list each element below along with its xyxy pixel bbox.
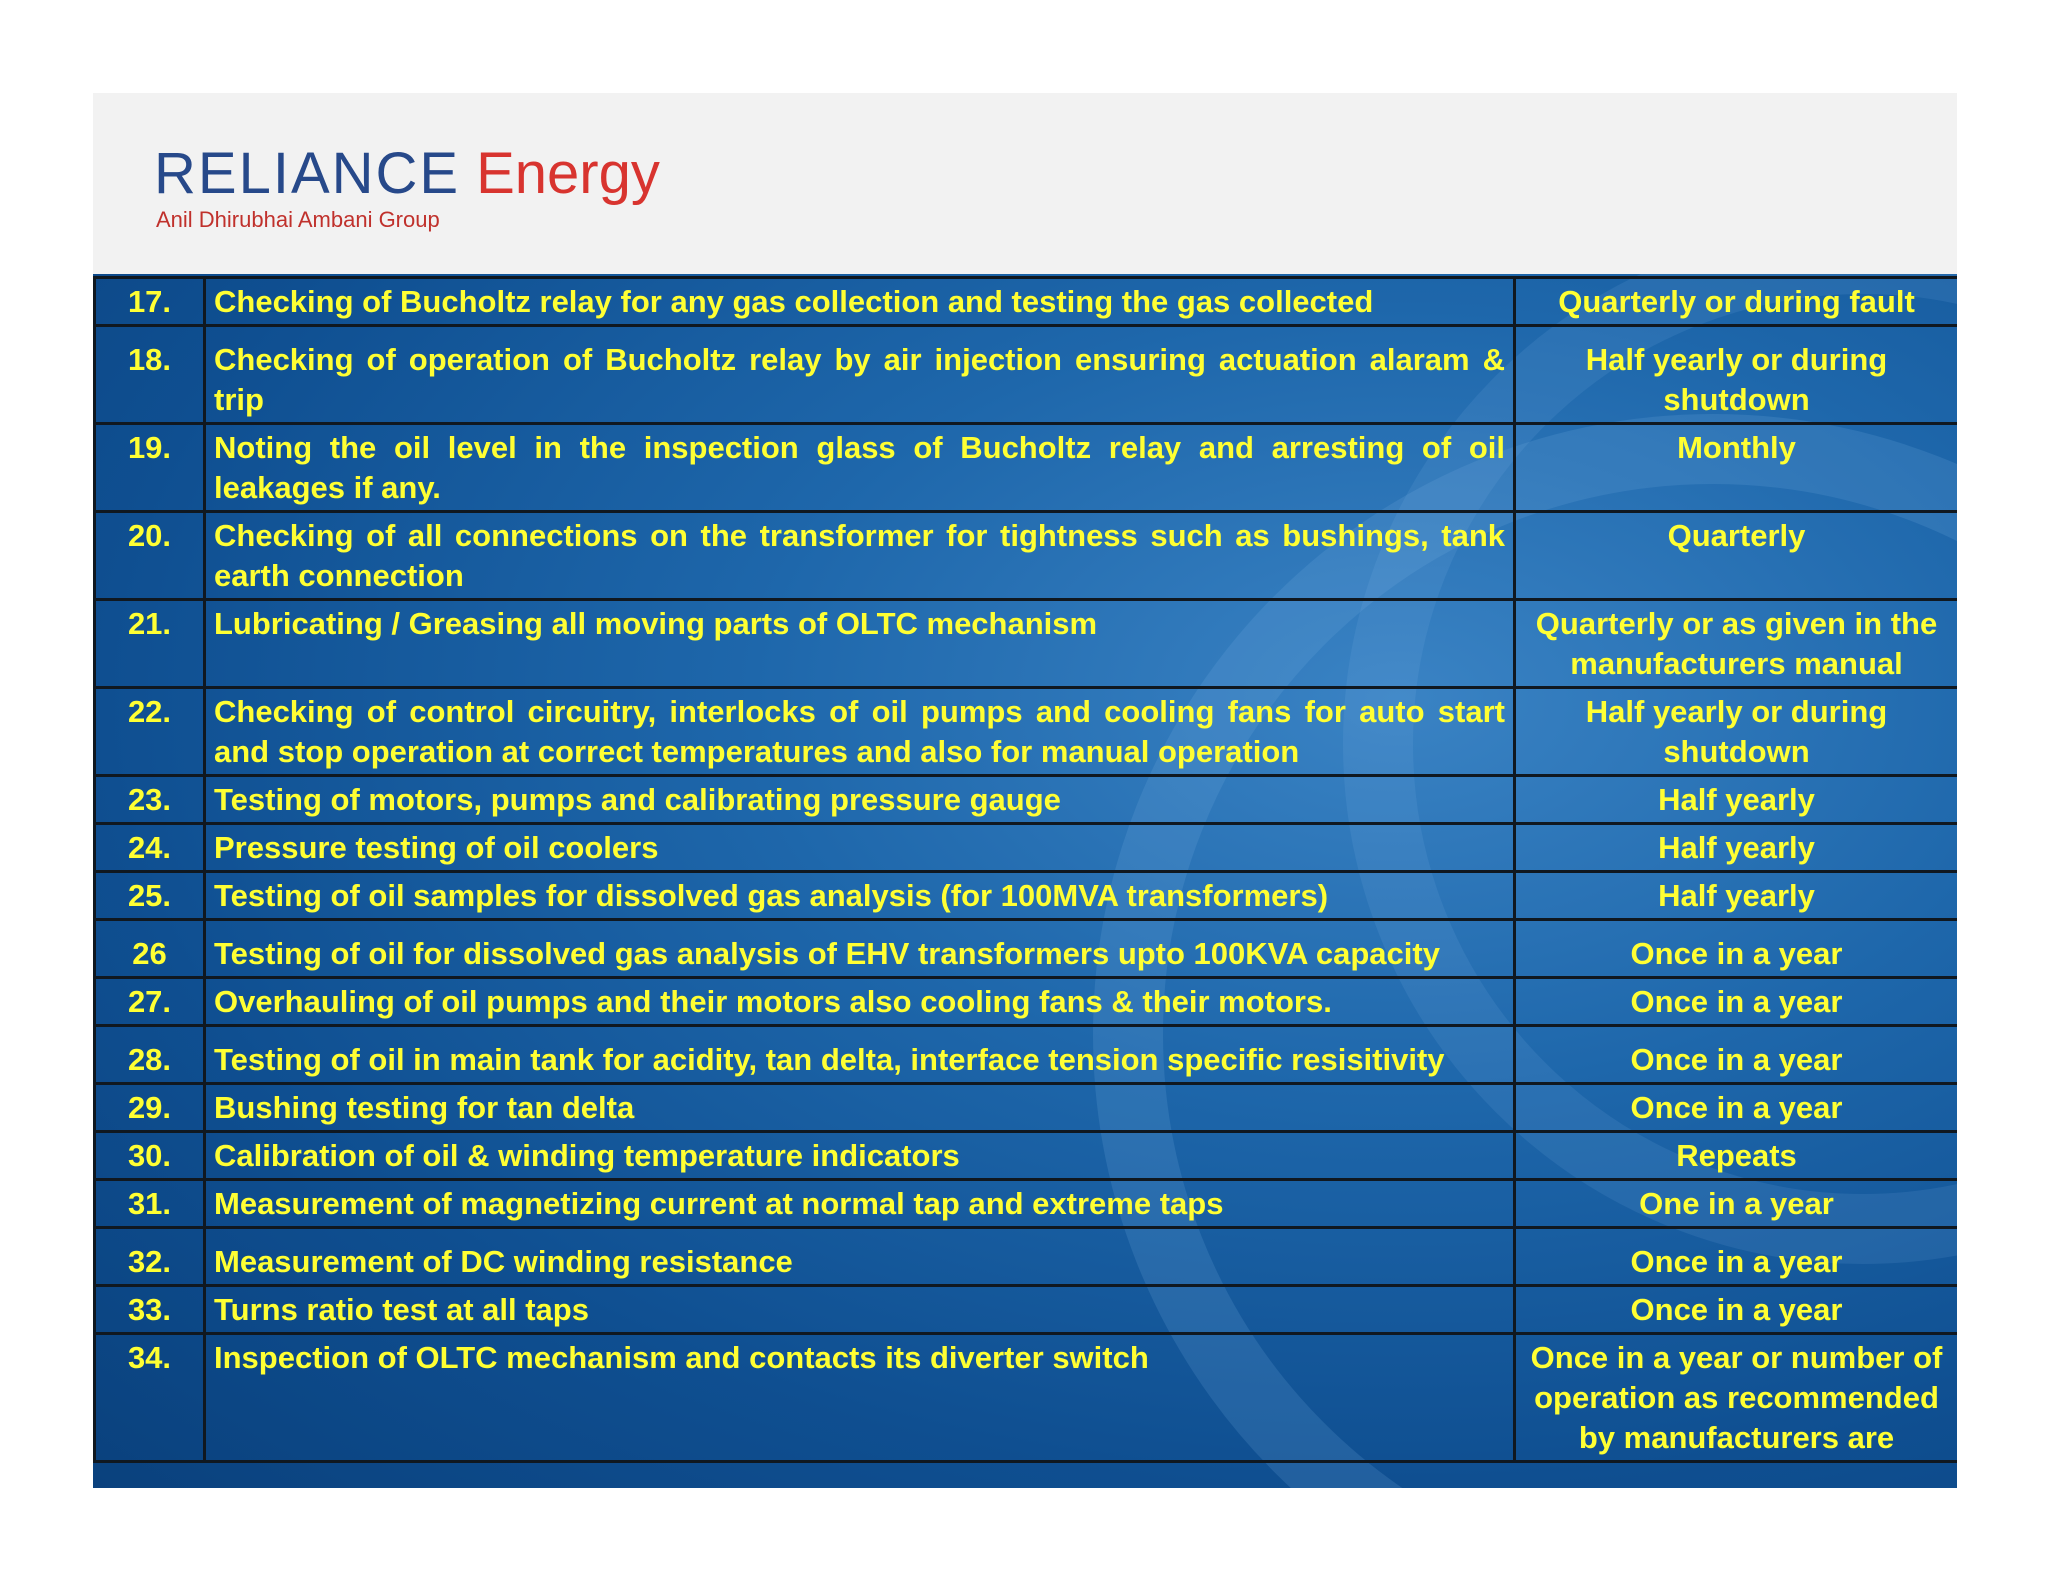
- task-frequency: Repeats: [1515, 1132, 1958, 1180]
- task-description: Testing of oil in main tank for acidity, tan delta, interface tension specific resisitivity: [205, 1026, 1515, 1084]
- table-row: [95, 424, 1958, 512]
- row-number: 19.: [95, 424, 205, 512]
- slide: [93, 93, 1957, 1488]
- logo-brand: RELIANCE: [154, 141, 461, 206]
- task-description: Checking of Bucholtz relay for any gas collection and testing the gas collected: [205, 278, 1515, 326]
- task-frequency: Half yearly: [1515, 872, 1958, 920]
- task-frequency: Once in a year or number of operation as recommended by manufacturers are: [1515, 1334, 1958, 1462]
- task-description: Testing of oil samples for dissolved gas analysis (for 100MVA transformers): [205, 872, 1515, 920]
- table-row: [95, 326, 1958, 424]
- table-row: [95, 688, 1958, 776]
- table-row: [95, 1026, 1958, 1084]
- task-description: Checking of all connections on the transformer for tightness such as bushings, tank earth connection: [205, 512, 1515, 600]
- row-number: 26: [95, 920, 205, 978]
- maintenance-schedule-table: [93, 276, 1957, 1463]
- task-frequency: Quarterly: [1515, 512, 1958, 600]
- table-row: [95, 512, 1958, 600]
- table-row: [95, 920, 1958, 978]
- task-description: Testing of motors, pumps and calibrating pressure gauge: [205, 776, 1515, 824]
- task-description: Measurement of magnetizing current at normal tap and extreme taps: [205, 1180, 1515, 1228]
- task-frequency: Once in a year: [1515, 1228, 1958, 1286]
- task-description: Pressure testing of oil coolers: [205, 824, 1515, 872]
- task-frequency: Once in a year: [1515, 1084, 1958, 1132]
- row-number: 17.: [95, 278, 205, 326]
- task-description: Checking of operation of Bucholtz relay by air injection ensuring actuation alaram & trip: [205, 326, 1515, 424]
- task-description: Overhauling of oil pumps and their motors also cooling fans & their motors.: [205, 978, 1515, 1026]
- row-number: 28.: [95, 1026, 205, 1084]
- slide-header: [93, 93, 1957, 274]
- task-description: Bushing testing for tan delta: [205, 1084, 1515, 1132]
- task-frequency: Quarterly or as given in the manufacturers manual: [1515, 600, 1958, 688]
- task-description: Lubricating / Greasing all moving parts of OLTC mechanism: [205, 600, 1515, 688]
- row-number: 27.: [95, 978, 205, 1026]
- table-row: [95, 278, 1958, 326]
- table-row: [95, 600, 1958, 688]
- task-description: Checking of control circuitry, interlocks of oil pumps and cooling fans for auto start and stop operation at correct temperatures and also for manual operation: [205, 688, 1515, 776]
- row-number: 29.: [95, 1084, 205, 1132]
- task-frequency: Half yearly or during shutdown: [1515, 326, 1958, 424]
- task-frequency: Quarterly or during fault: [1515, 278, 1958, 326]
- row-number: 34.: [95, 1334, 205, 1462]
- task-frequency: Once in a year: [1515, 1286, 1958, 1334]
- row-number: 30.: [95, 1132, 205, 1180]
- row-number: 20.: [95, 512, 205, 600]
- task-frequency: Once in a year: [1515, 978, 1958, 1026]
- task-frequency: One in a year: [1515, 1180, 1958, 1228]
- task-frequency: Half yearly or during shutdown: [1515, 688, 1958, 776]
- row-number: 23.: [95, 776, 205, 824]
- task-description: Calibration of oil & winding temperature indicators: [205, 1132, 1515, 1180]
- row-number: 25.: [95, 872, 205, 920]
- table-row: [95, 824, 1958, 872]
- row-number: 18.: [95, 326, 205, 424]
- table-row: [95, 1228, 1958, 1286]
- table-row: [95, 1180, 1958, 1228]
- row-number: 33.: [95, 1286, 205, 1334]
- table-row: [95, 1286, 1958, 1334]
- task-frequency: Monthly: [1515, 424, 1958, 512]
- reliance-energy-logo: [154, 141, 714, 245]
- task-frequency: Once in a year: [1515, 920, 1958, 978]
- logo-brand-suffix: Energy: [476, 141, 660, 206]
- table-row: [95, 1084, 1958, 1132]
- row-number: 32.: [95, 1228, 205, 1286]
- logo-group-name: Anil Dhirubhai Ambani Group: [156, 207, 440, 232]
- task-frequency: Once in a year: [1515, 1026, 1958, 1084]
- table-row: [95, 1132, 1958, 1180]
- table-row: [95, 872, 1958, 920]
- task-description: Measurement of DC winding resistance: [205, 1228, 1515, 1286]
- task-frequency: Half yearly: [1515, 824, 1958, 872]
- task-description: Noting the oil level in the inspection glass of Bucholtz relay and arresting of oil leakages if any.: [205, 424, 1515, 512]
- row-number: 22.: [95, 688, 205, 776]
- task-description: Turns ratio test at all taps: [205, 1286, 1515, 1334]
- logo-wordmark: [154, 141, 660, 206]
- table-row: [95, 1334, 1958, 1462]
- task-description: Inspection of OLTC mechanism and contacts its diverter switch: [205, 1334, 1515, 1462]
- task-description: Testing of oil for dissolved gas analysis of EHV transformers upto 100KVA capacity: [205, 920, 1515, 978]
- table-row: [95, 776, 1958, 824]
- row-number: 24.: [95, 824, 205, 872]
- row-number: 21.: [95, 600, 205, 688]
- row-number: 31.: [95, 1180, 205, 1228]
- table-row: [95, 978, 1958, 1026]
- task-frequency: Half yearly: [1515, 776, 1958, 824]
